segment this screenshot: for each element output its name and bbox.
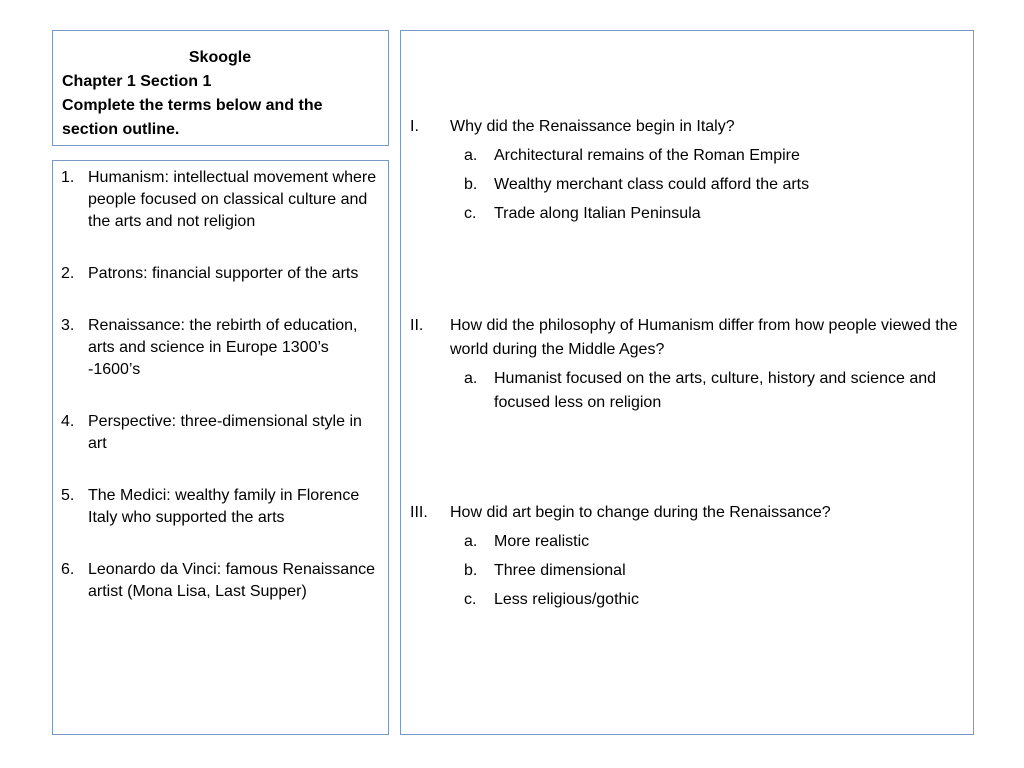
answer-text: Less religious/gothic xyxy=(494,591,639,608)
outline-answer xyxy=(450,588,963,612)
outline-answer xyxy=(450,144,963,168)
outline-question: How did art begin to change during the Renaissance? xyxy=(450,504,831,521)
outline-answer xyxy=(450,530,963,554)
term-item xyxy=(61,263,378,285)
outline-question-row xyxy=(410,501,963,525)
outline-answer xyxy=(450,367,963,415)
term-text: Leonardo da Vinci: famous Renaissance artist (Mona Lisa, Last Supper) xyxy=(88,561,375,600)
outline-answer xyxy=(450,202,963,226)
section-outline xyxy=(401,31,973,612)
section-numeral: I. xyxy=(410,118,419,135)
term-number: 3. xyxy=(61,317,75,334)
term-number: 4. xyxy=(61,413,75,430)
term-item xyxy=(61,315,378,381)
answer-text: More realistic xyxy=(494,533,590,550)
term-item xyxy=(61,559,378,603)
term-number: 1. xyxy=(61,169,75,186)
outline-answer xyxy=(450,559,963,583)
term-item xyxy=(61,485,378,529)
answer-text: Trade along Italian Peninsula xyxy=(494,205,701,222)
section-numeral: II. xyxy=(410,317,424,334)
answer-letter: b. xyxy=(464,562,478,579)
instructions-text: Complete the terms below and the section outline. xyxy=(62,97,323,138)
answer-text: Three dimensional xyxy=(494,562,626,579)
term-item xyxy=(61,411,378,455)
outline-section xyxy=(410,501,963,612)
section-numeral: III. xyxy=(410,504,428,521)
outline-section xyxy=(410,314,963,415)
term-text: The Medici: wealthy family in Florence Italy who supported the arts xyxy=(88,487,360,526)
outline-box xyxy=(400,30,974,735)
term-text: Perspective: three-dimensional style in art xyxy=(88,413,362,452)
answer-text: Humanist focused on the arts, culture, history and science and focused less on religion xyxy=(494,370,937,411)
answer-letter: a. xyxy=(464,370,478,387)
terms-list xyxy=(53,161,388,603)
outline-answer xyxy=(450,173,963,197)
document-title: Skoogle xyxy=(188,49,252,66)
header-box xyxy=(52,30,389,146)
header-content xyxy=(53,31,388,142)
term-text: Humanism: intellectual movement where people focused on classical culture and the arts and not religion xyxy=(88,169,377,230)
term-text: Patrons: financial supporter of the arts xyxy=(88,265,359,282)
answer-letter: b. xyxy=(464,176,478,193)
answer-letter: a. xyxy=(464,533,478,550)
answer-letter: c. xyxy=(464,205,477,222)
answer-letter: c. xyxy=(464,591,477,608)
answer-text: Wealthy merchant class could afford the arts xyxy=(494,176,810,193)
term-item xyxy=(61,167,378,233)
term-text: Renaissance: the rebirth of education, arts and science in Europe 1300’s -1600’s xyxy=(88,317,358,378)
terms-box xyxy=(52,160,389,735)
answer-letter: a. xyxy=(464,147,478,164)
outline-section xyxy=(410,115,963,226)
outline-question-row xyxy=(410,314,963,362)
term-number: 5. xyxy=(61,487,75,504)
answer-text: Architectural remains of the Roman Empire xyxy=(494,147,800,164)
outline-question: Why did the Renaissance begin in Italy? xyxy=(450,118,735,135)
outline-question: How did the philosophy of Humanism differ from how people viewed the world during the Middle Ages? xyxy=(450,317,958,358)
term-number: 6. xyxy=(61,561,75,578)
term-number: 2. xyxy=(61,265,75,282)
outline-question-row xyxy=(410,115,963,139)
chapter-section-label: Chapter 1 Section 1 xyxy=(62,73,212,90)
